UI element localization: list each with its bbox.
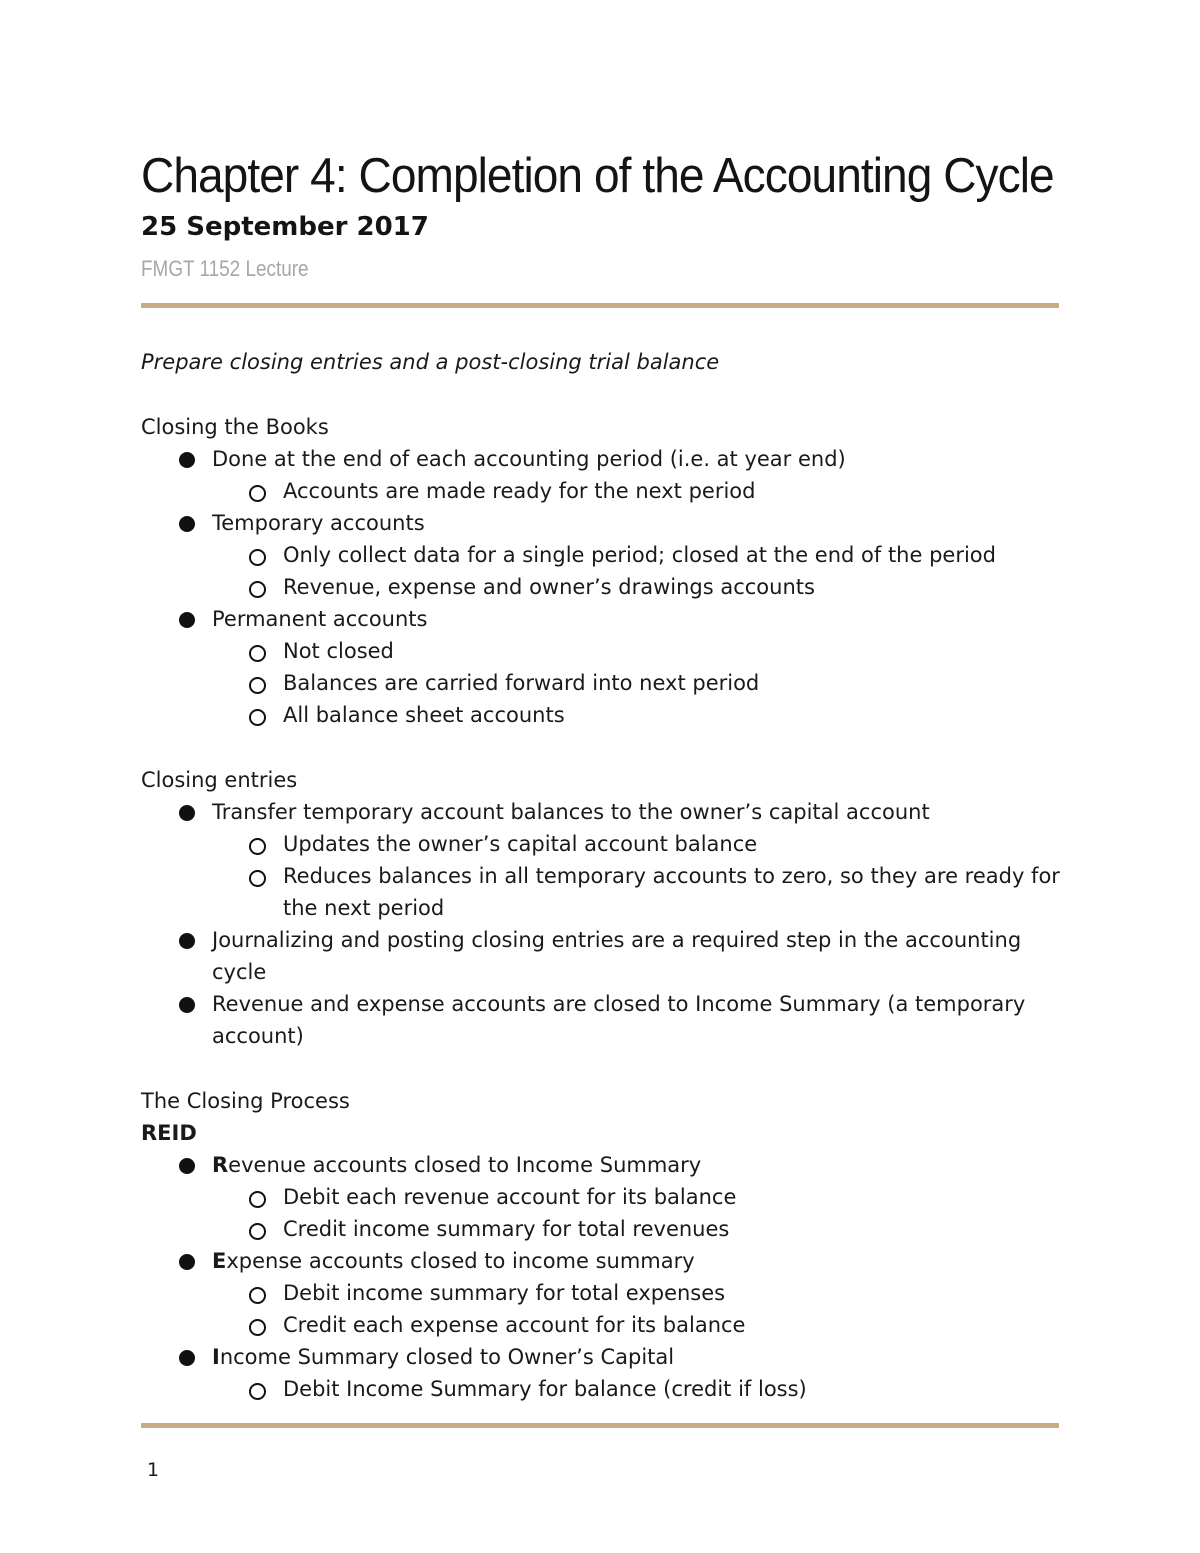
acronym-letter: E <box>212 1249 227 1273</box>
bullet-list <box>141 1149 1061 1405</box>
hollow-bullet-icon <box>249 1383 266 1400</box>
list-item-text: Transfer temporary account balances to the owner’s capital account <box>212 800 930 824</box>
acronym-label: REID <box>141 1121 197 1145</box>
sub-list-item-text: Reduces balances in all temporary accounts to zero, so they are ready for the next period <box>283 864 1060 920</box>
hollow-bullet-icon <box>249 1223 266 1240</box>
footer-divider <box>141 1423 1059 1428</box>
list-item <box>141 988 1061 1052</box>
sub-list-item <box>212 1213 1061 1245</box>
list-item <box>141 924 1061 988</box>
section-closing-entries <box>141 764 1061 1052</box>
sub-list-item <box>212 1277 1061 1309</box>
list-item-rest: evenue accounts closed to Income Summary <box>228 1153 702 1177</box>
filled-bullet-icon <box>179 516 195 532</box>
hollow-bullet-icon <box>249 485 266 502</box>
sub-list-item <box>212 1373 1061 1405</box>
list-item-rest: ncome Summary closed to Owner’s Capital <box>219 1345 675 1369</box>
filled-bullet-icon <box>179 933 195 949</box>
sub-list-item-text: Not closed <box>283 639 394 663</box>
sub-bullet-list <box>212 1181 1061 1245</box>
header-divider <box>141 303 1059 308</box>
filled-bullet-icon <box>179 1254 195 1270</box>
sub-list-item <box>212 828 1061 860</box>
lecture-date: 25 September 2017 <box>141 212 429 242</box>
bullet-list <box>141 796 1061 1052</box>
list-item <box>141 1149 1061 1245</box>
filled-bullet-icon <box>179 1158 195 1174</box>
list-item-text <box>212 1245 1061 1277</box>
page-number: 1 <box>147 1459 160 1481</box>
sub-list-item <box>212 860 1061 924</box>
filled-bullet-icon <box>179 805 195 821</box>
list-item-text <box>212 1149 1061 1181</box>
section-heading: The Closing Process <box>141 1089 350 1113</box>
sub-list-item-text: Credit each expense account for its balance <box>283 1313 746 1337</box>
sub-list-item <box>212 699 1061 731</box>
list-item <box>141 1341 1061 1405</box>
sub-list-item <box>212 571 1061 603</box>
sub-list-item-text: Only collect data for a single period; closed at the end of the period <box>283 543 996 567</box>
sub-list-item <box>212 475 1061 507</box>
list-item <box>141 603 1061 731</box>
sub-list-item <box>212 667 1061 699</box>
sub-list-item-text: Balances are carried forward into next period <box>283 671 760 695</box>
learning-objective: Prepare closing entries and a post-closing trial balance <box>141 350 720 374</box>
filled-bullet-icon <box>179 1350 195 1366</box>
sub-list-item-text: Debit income summary for total expenses <box>283 1281 726 1305</box>
sub-list-item-text: All balance sheet accounts <box>283 703 565 727</box>
sub-list-item-text: Updates the owner’s capital account balance <box>283 832 758 856</box>
sub-bullet-list <box>212 1373 1061 1405</box>
list-item-text: Temporary accounts <box>212 511 425 535</box>
list-item-text: Done at the end of each accounting period (i.e. at year end) <box>212 447 846 471</box>
hollow-bullet-icon <box>249 645 266 662</box>
filled-bullet-icon <box>179 452 195 468</box>
sub-list-item <box>212 1309 1061 1341</box>
hollow-bullet-icon <box>249 870 266 887</box>
bullet-list <box>141 443 1061 731</box>
hollow-bullet-icon <box>249 1191 266 1208</box>
sub-list-item-text: Accounts are made ready for the next period <box>283 479 756 503</box>
sub-list-item <box>212 539 1061 571</box>
hollow-bullet-icon <box>249 549 266 566</box>
section-heading: Closing the Books <box>141 415 329 439</box>
filled-bullet-icon <box>179 612 195 628</box>
sub-bullet-list <box>212 828 1061 924</box>
sub-bullet-list <box>212 539 1061 603</box>
list-item-text: Journalizing and posting closing entries are a required step in the accounting cycle <box>212 928 1022 984</box>
list-item-text <box>212 1341 1061 1373</box>
list-item-text: Permanent accounts <box>212 607 428 631</box>
document-body <box>141 346 1061 1438</box>
sub-list-item-text: Credit income summary for total revenues <box>283 1217 730 1241</box>
hollow-bullet-icon <box>249 677 266 694</box>
sub-list-item <box>212 1181 1061 1213</box>
list-item <box>141 443 1061 507</box>
list-item-rest: xpense accounts closed to income summary <box>226 1249 695 1273</box>
acronym-letter: R <box>212 1153 229 1177</box>
section-closing-the-books <box>141 411 1061 731</box>
list-item <box>141 1245 1061 1341</box>
hollow-bullet-icon <box>249 1287 266 1304</box>
sub-list-item <box>212 635 1061 667</box>
hollow-bullet-icon <box>249 581 266 598</box>
page-title: Chapter 4: Completion of the Accounting Cycle <box>141 149 1054 203</box>
filled-bullet-icon <box>179 997 195 1013</box>
sub-bullet-list <box>212 635 1061 731</box>
section-heading: Closing entries <box>141 768 298 792</box>
sub-list-item-text: Revenue, expense and owner’s drawings accounts <box>283 575 815 599</box>
course-label: FMGT 1152 Lecture <box>141 256 309 281</box>
sub-bullet-list <box>212 1277 1061 1341</box>
sub-bullet-list <box>212 475 1061 507</box>
hollow-bullet-icon <box>249 838 266 855</box>
acronym-letter: I <box>212 1345 220 1369</box>
list-item-text: Revenue and expense accounts are closed to Income Summary (a temporary account) <box>212 992 1026 1048</box>
sub-list-item-text: Debit Income Summary for balance (credit if loss) <box>283 1377 807 1401</box>
list-item <box>141 796 1061 924</box>
hollow-bullet-icon <box>249 1319 266 1336</box>
section-closing-process <box>141 1085 1061 1405</box>
list-item <box>141 507 1061 603</box>
hollow-bullet-icon <box>249 709 266 726</box>
sub-list-item-text: Debit each revenue account for its balance <box>283 1185 737 1209</box>
